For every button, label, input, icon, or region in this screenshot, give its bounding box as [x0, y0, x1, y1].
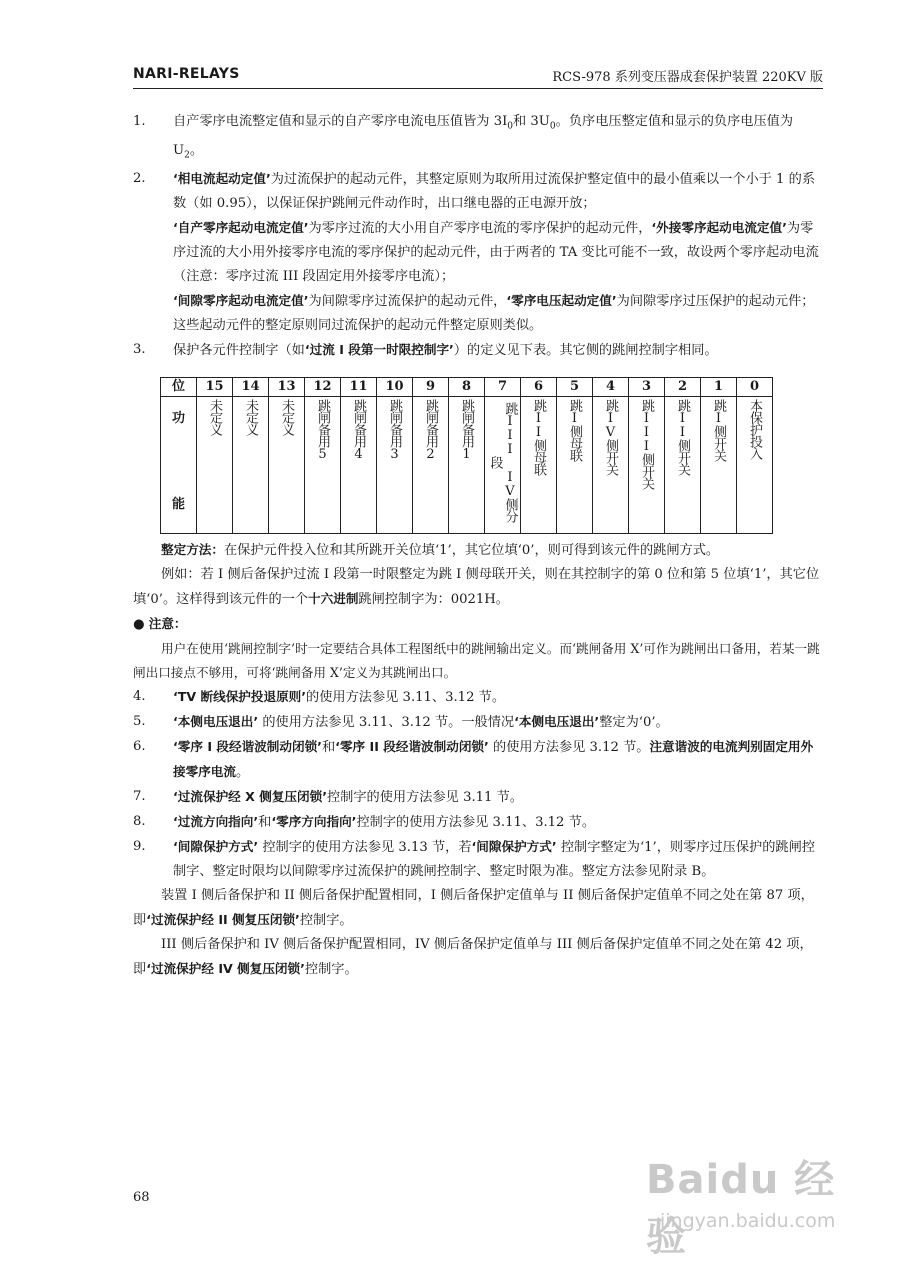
text-run: 和 3U [513, 114, 550, 129]
function-cell [413, 397, 449, 534]
function-cell [665, 397, 701, 534]
bit-number-cell: 7 [485, 378, 521, 397]
bit-number-cell: 13 [269, 378, 305, 397]
bold-term: ‘零序 I 段经谐波制动闭锁’ [173, 739, 322, 755]
note-bullet-icon: ● [133, 617, 145, 633]
text-run: 的使用方法参见 3.11、3.12 节。一般情况 [258, 715, 515, 731]
list-text [173, 735, 823, 785]
method-paragraph [133, 538, 823, 563]
list-text [173, 835, 823, 884]
bold-term: ‘间隙保护方式’ [173, 839, 259, 855]
list-text [173, 110, 823, 167]
function-text: 未定义 [243, 399, 258, 436]
bold-term: ‘过流方向指向’ [173, 814, 259, 830]
function-cell [233, 397, 269, 534]
function-text: 本保护投入 [747, 399, 762, 460]
list-item [133, 785, 823, 810]
text-run: 和 [321, 740, 336, 756]
header-title: RCS-978 系列变压器成套保护装置 220KV 版 [552, 70, 823, 85]
page-content [133, 110, 823, 982]
bold-term: ‘外接零序起动电流定值’ [651, 220, 787, 236]
function-text: 未定义 [279, 399, 294, 436]
watermark-logo: Baidu 经验 [646, 1157, 836, 1260]
function-cell [485, 397, 521, 534]
function-text: 跳II侧开关 [675, 399, 690, 476]
function-label-2: 能 [171, 497, 185, 513]
bit-number-cell: 15 [197, 378, 233, 397]
list-number: 4. [133, 689, 146, 705]
text-run: 。 [235, 765, 250, 781]
list-item [133, 338, 823, 363]
function-cell [701, 397, 737, 534]
bold-term: ‘零序方向指向’ [271, 814, 357, 830]
list-number: 3. [133, 342, 146, 358]
page-header [133, 66, 823, 89]
function-cell [737, 397, 773, 534]
function-cell [557, 397, 593, 534]
note-label: 注意： [148, 616, 187, 632]
text-run: 自产零序电流整定值和显示的自产零序电流电压值皆为 3I [173, 114, 508, 129]
bold-term: ‘过流保护经 II 侧复压闭锁’ [146, 912, 300, 928]
list-number: 7. [133, 789, 146, 805]
text-run: 控制字的使用方法参见 3.13 节，若 [258, 840, 472, 856]
bit-number-cell: 5 [557, 378, 593, 397]
bit-number-cell: 12 [305, 378, 341, 397]
text-run: 整定为‘0’。 [599, 715, 669, 731]
function-cell [593, 397, 629, 534]
bit-number-cell: 4 [593, 378, 629, 397]
example-text-2: 跳闸控制字为：0021H。 [358, 592, 509, 608]
text-run: 。 [189, 142, 204, 158]
text-run: 。负序电压整定值和显示的负序电压值为 U [173, 114, 794, 158]
method-text: 在保护元件投入位和其所跳开关位填‘1’，其它位填‘0’，则可得到该元件的跳闸方式。 [223, 543, 720, 559]
function-text: 跳IV侧开关 [603, 399, 618, 476]
function-text: 跳闸备用5 [315, 399, 330, 462]
function-text: 跳闸备用4 [351, 399, 366, 462]
bold-term: ‘本侧电压退出’ [514, 714, 600, 730]
baidu-watermark [646, 1148, 856, 1258]
bold-term: ‘间隙零序起动电流定值’ [173, 293, 309, 309]
function-cell [269, 397, 305, 534]
list-text [173, 685, 823, 710]
text-run: 和 [258, 815, 272, 831]
text-run: 装置 I 侧后备保护和 II 侧后备保护配置相同，I 侧后备保护定值单与 II 侧后备保护定值单不同之处在第 87 项，即 [133, 888, 814, 929]
note-heading [133, 612, 823, 637]
note-text: 用户在使用‘跳闸控制字’时一定要结合具体工程图纸中的跳闸输出定义。而‘跳闸备用 X’可作为跳闸出口备用，若某一跳闸出口接点不够用，可将‘跳闸备用 X’定义为其跳闸出口。 [133, 641, 820, 681]
list-number: 8. [133, 814, 146, 830]
list-text [173, 785, 823, 810]
bold-term: ‘零序 II 段经谐波制动闭锁’ [335, 739, 489, 755]
paragraph-side-1-2 [133, 884, 823, 933]
text-run: 为过流保护的起动元件，其整定原则为取所用过流保护整定值中的最小值乘以一个小于 1 的系数（如 0.95），以保证保护跳闸元件动作时，出口继电器的正电源开放； [173, 172, 816, 212]
text-run: 控制字的使用方法参见 3.11、3.12 节。 [356, 815, 596, 831]
function-text: 跳III侧开关 [639, 399, 654, 490]
function-cell [449, 397, 485, 534]
function-cell [341, 397, 377, 534]
subscript: 0 [507, 121, 514, 132]
bold-term: ‘TV 断线保护投退原则’ [173, 689, 307, 705]
brand-logo: NARI-RELAYS [133, 66, 240, 82]
text-run: 控制字。 [299, 913, 353, 929]
page-number: 68 [133, 1190, 150, 1205]
function-cell [629, 397, 665, 534]
text-run: 控制字的使用方法参见 3.11 节。 [327, 790, 523, 806]
list-item [133, 810, 823, 835]
list-text [173, 810, 823, 835]
watermark-url: jingyan.baidu.com [660, 1210, 836, 1232]
bold-term: ‘本侧电压退出’ [173, 714, 259, 730]
function-cell [305, 397, 341, 534]
text-run: 控制字整定为‘1’，则零序过压保护的跳闸控制字、整定时限均以间隙零序过流保护的跳闸控制字、整定时限为准。整定方法参见附录 B。 [173, 840, 815, 880]
text-run: 控制字。 [304, 962, 358, 978]
bit-number-cell: 14 [233, 378, 269, 397]
function-cell [377, 397, 413, 534]
bold-term: ‘过流保护经 IV 侧复压闭锁’ [146, 961, 305, 977]
function-text: 未定义 [207, 399, 222, 436]
example-paragraph [133, 563, 823, 612]
bit-number-cell: 9 [413, 378, 449, 397]
list-item [133, 685, 823, 710]
bold-term: ‘过流 I 段第一时限控制字’ [304, 342, 454, 358]
table-function-row [161, 397, 773, 534]
text-run: ）的定义见下表。其它侧的跳闸控制字相同。 [453, 343, 718, 359]
bit-number-cell: 0 [737, 378, 773, 397]
list-number: 2. [133, 171, 146, 187]
text-run: 为零序过流的大小用自产零序电流的零序保护的起动元件， [308, 221, 652, 237]
bit-number-cell: 1 [701, 378, 737, 397]
bit-number-cell: 10 [377, 378, 413, 397]
function-text: 跳闸备用1 [459, 399, 474, 462]
method-label: 整定方法： [161, 542, 224, 558]
list-item [133, 735, 823, 785]
function-text: 跳闸备用3 [387, 399, 402, 462]
table-bit-row [161, 378, 773, 397]
bit-label: 位 [161, 378, 197, 397]
example-text-1: 例如：若 I 侧后备保护过流 I 段第一时限整定为跳 I 侧母联开关，则在其控制字的第 0 位和第 5 位填‘1’，其它位填‘0’。这样得到该元件的一个 [133, 567, 820, 608]
example-bold: 十六进制 [308, 591, 359, 607]
function-text: 跳III IV侧分段 [487, 401, 518, 522]
list-item [133, 110, 823, 167]
function-label-1: 功 [171, 411, 185, 427]
list-item [133, 835, 823, 884]
text-run: 为间隙零序过流保护的起动元件， [308, 294, 507, 310]
bit-number-cell: 3 [629, 378, 665, 397]
list-item [133, 710, 823, 735]
control-word-table [160, 377, 773, 534]
bit-number-cell: 6 [521, 378, 557, 397]
list-item [133, 167, 823, 338]
numbered-list-bottom [133, 685, 823, 884]
bold-term: ‘过流保护经 X 侧复压闭锁’ [173, 789, 327, 805]
bold-term: 注意谐波的电流判别固定用外接零序电流 [173, 739, 814, 780]
text-run: 的使用方法参见 3.12 节。 [488, 740, 650, 756]
text-run: 为间隙零序过压保护的起动元件；这些起动元件的整定原则同过流保护的起动元件整定原则类似。 [173, 294, 815, 334]
function-text: 跳闸备用2 [423, 399, 438, 462]
text-run: 的使用方法参见 3.11、3.12 节。 [306, 690, 506, 706]
text-run: 为零序过流的大小用外接零序电流的零序保护的起动元件，由于两者的 TA 变比可能不一致，故设两个零序起动电流（注意：零序过流 III 段固定用外接零序电流）； [173, 221, 819, 285]
bold-term: ‘间隙保护方式’ [471, 839, 557, 855]
bit-number-cell: 8 [449, 378, 485, 397]
list-number: 5. [133, 714, 146, 730]
bit-number-cell: 2 [665, 378, 701, 397]
function-cell [521, 397, 557, 534]
list-number: 6. [133, 739, 146, 755]
paragraph-side-3-4 [133, 933, 823, 982]
list-number: 1. [133, 114, 146, 129]
function-cell [197, 397, 233, 534]
list-text [173, 167, 823, 338]
bold-term: ‘相电流起动定值’ [173, 171, 271, 187]
list-number: 9. [133, 839, 146, 855]
bold-term: ‘零序电压起动定值’ [506, 293, 617, 309]
text-run: III 侧后备保护和 IV 侧后备保护配置相同，IV 侧后备保护定值单与 III 侧后备保护定值单不同之处在第 42 项，即 [133, 937, 813, 978]
bold-term: ‘自产零序起动电流定值’ [173, 220, 309, 236]
subscript: 2 [184, 150, 190, 161]
bit-number-cell: 11 [341, 378, 377, 397]
numbered-list-top [133, 110, 823, 363]
function-label-cell [161, 397, 197, 534]
function-text: 跳II侧母联 [531, 399, 546, 476]
function-text: 跳I侧母联 [567, 399, 582, 462]
list-text [173, 710, 823, 735]
list-text [173, 338, 823, 363]
text-run: 保护各元件控制字（如 [173, 343, 305, 359]
function-text: 跳I侧开关 [711, 399, 726, 462]
subscript: 0 [549, 121, 556, 132]
